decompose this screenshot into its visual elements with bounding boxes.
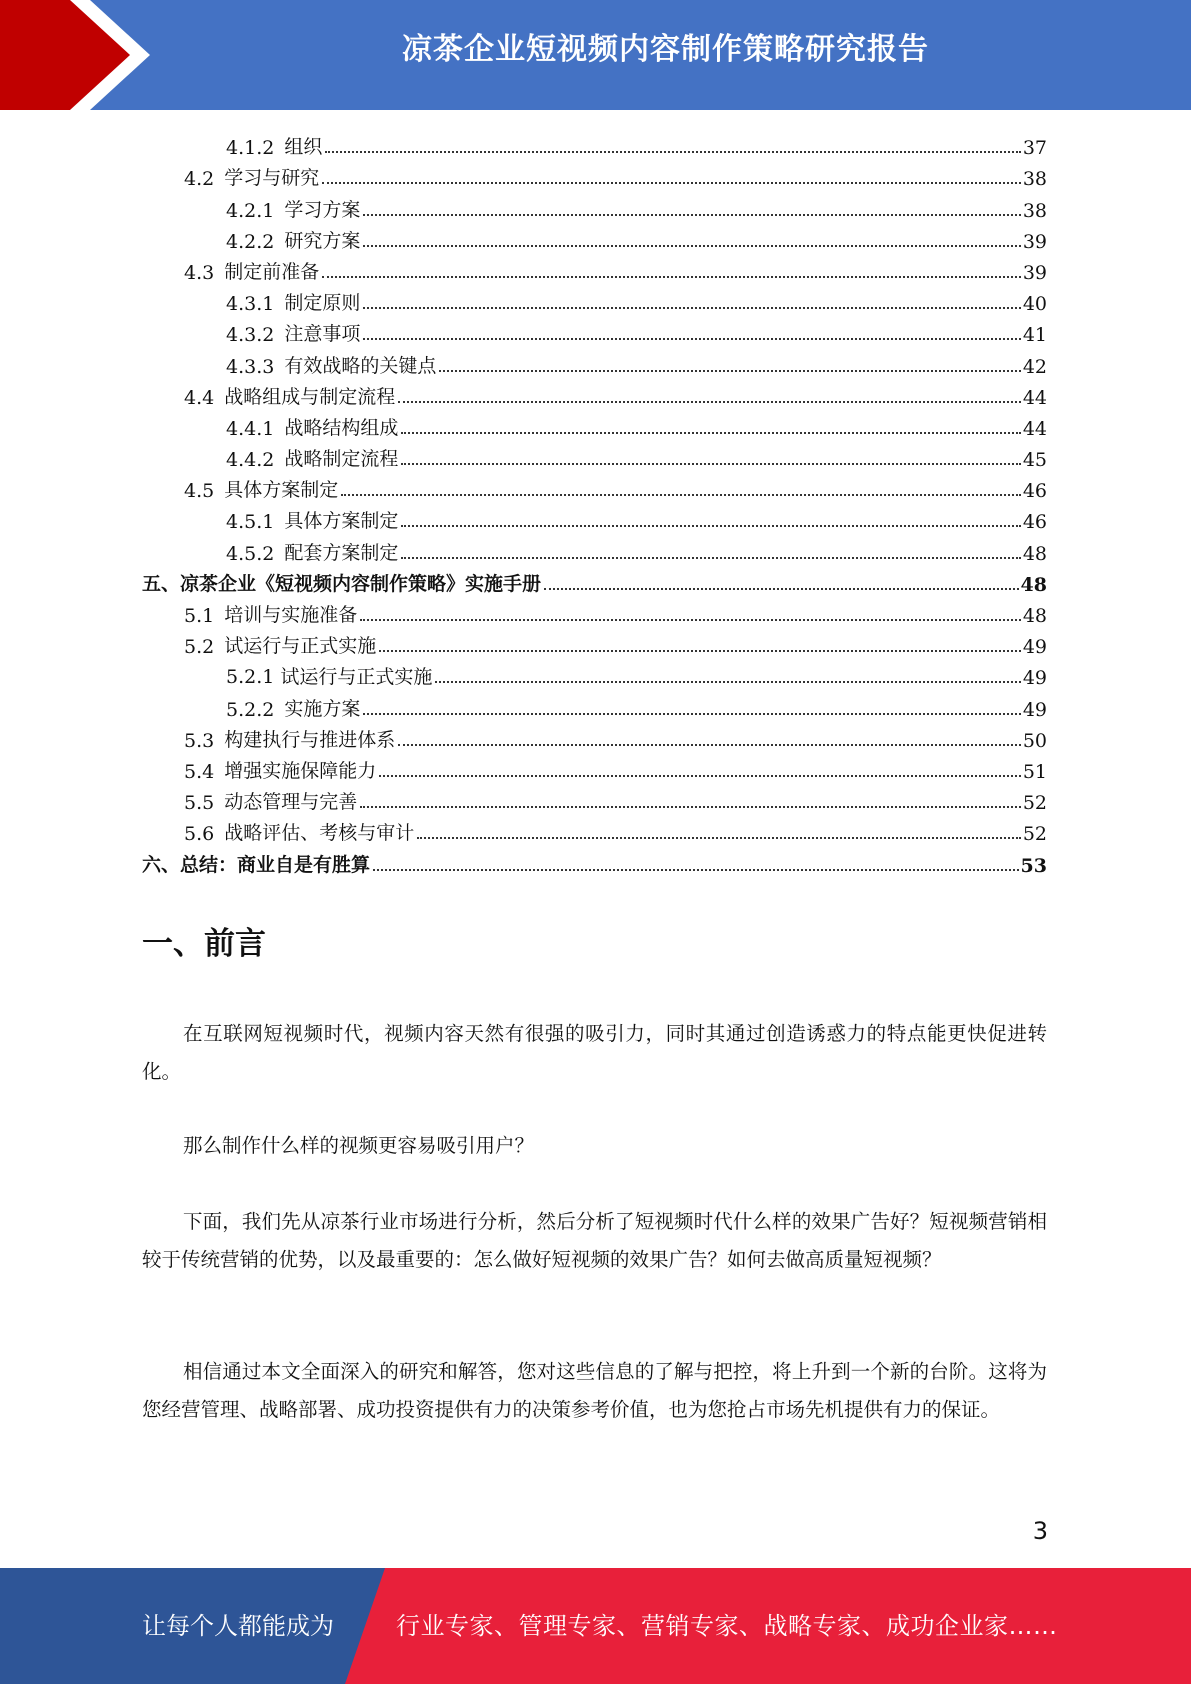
toc-entry-page: 46 (1022, 480, 1047, 503)
toc-entry[interactable] (142, 783, 1047, 814)
toc-entry[interactable] (142, 596, 1047, 627)
toc-leader-dots (363, 245, 1020, 247)
toc-entry-title: 战略制定流程 (284, 448, 399, 471)
toc-entry-title: 动态管理与完善 (224, 791, 358, 814)
toc-entry-title: 具体方案制定 (224, 479, 339, 502)
toc-entry-page: 46 (1022, 511, 1047, 534)
toc-entry-number: 4.2.2 (226, 230, 275, 253)
toc-entry-title: 学习与研究 (224, 167, 320, 190)
toc-entry[interactable] (142, 658, 1047, 689)
toc-entry[interactable] (142, 814, 1047, 845)
toc-entry[interactable] (142, 752, 1047, 783)
paragraph-3: 下面，我们先从凉茶行业市场进行分析，然后分析了短视频时代什么样的效果广告好？短视频营销相较于传统营销的优势，以及最重要的：怎么做好短视频的效果广告？如何去做高质量短视频？ (142, 1210, 1047, 1271)
toc-entry-number: 4.4 (184, 386, 215, 409)
toc-entry-page: 38 (1022, 168, 1047, 191)
toc-entry[interactable] (142, 689, 1047, 720)
toc-entry[interactable] (142, 627, 1047, 658)
toc-entry-title: 有效战略的关键点 (284, 354, 437, 377)
toc-entry-title: 具体方案制定 (284, 510, 399, 533)
toc-leader-dots (401, 525, 1020, 527)
toc-entry[interactable] (142, 190, 1047, 221)
toc-entry-title: 战略评估、考核与审计 (224, 822, 415, 845)
toc-leader-dots (341, 494, 1021, 496)
toc-entry-number: 5.4 (184, 760, 215, 783)
toc-entry-title: 学习方案 (284, 198, 361, 221)
toc-entry-title: 组织 (284, 136, 323, 159)
header-arrow-decoration (0, 0, 160, 110)
toc-entry[interactable] (142, 471, 1047, 502)
toc-leader-dots (363, 214, 1020, 216)
toc-entry-title: 制定前准备 (224, 260, 320, 283)
toc-entry-page: 37 (1022, 137, 1047, 160)
toc-entry-title: 研究方案 (284, 229, 361, 252)
toc-entry-number: 5.1 (184, 605, 215, 627)
toc-entry[interactable] (142, 284, 1047, 315)
toc-entry-page: 49 (1022, 698, 1047, 721)
toc-entry-number: 4.4.1 (226, 417, 275, 440)
toc-entry-page: 40 (1022, 293, 1047, 316)
paragraph-2: 那么制作什么样的视频更容易吸引用户？ (183, 1134, 535, 1157)
toc-entry-page: 51 (1022, 760, 1047, 783)
toc-entry-number: 4.2.1 (226, 199, 275, 222)
toc-entry[interactable] (142, 315, 1047, 346)
toc-leader-dots (417, 837, 1021, 839)
toc-leader-dots (401, 557, 1020, 559)
toc-entry[interactable] (142, 565, 1047, 596)
toc-entry-title: 制定原则 (284, 292, 361, 315)
toc-entry-page: 45 (1022, 449, 1047, 472)
toc-entry-number: 5.5 (184, 792, 215, 815)
toc-leader-dots (360, 806, 1021, 808)
toc-entry-title: 五、凉茶企业《短视频内容制作策略》实施手册 (142, 572, 542, 595)
toc-entry[interactable] (142, 222, 1047, 253)
toc-leader-dots (373, 869, 1019, 871)
toc-leader-dots (379, 650, 1021, 652)
toc-entry-page: 42 (1022, 355, 1047, 378)
paragraph-1: 在互联网短视频时代，视频内容天然有很强的吸引力，同时其通过创造诱惑力的特点能更快促进转化。 (142, 1022, 1047, 1083)
toc-entry-page: 48 (1020, 573, 1047, 596)
page-header (0, 0, 1191, 110)
toc-leader-dots (325, 151, 1020, 153)
toc-entry-page: 41 (1022, 324, 1047, 347)
toc-leader-dots (435, 681, 1020, 683)
toc-entry-page: 52 (1022, 823, 1047, 846)
toc-entry-title: 注意事项 (284, 323, 361, 346)
toc-entry-title: 六、总结：商业自是有胜算 (142, 853, 371, 876)
section-heading: 一、前言 (142, 926, 266, 962)
toc-entry-title: 5.2.1 试运行与正式实施 (226, 666, 433, 689)
toc-entry-title: 增强实施保障能力 (224, 759, 377, 782)
report-title: 凉茶企业短视频内容制作策略研究报告 (402, 32, 929, 67)
footer-slogan-left: 让每个人都能成为 (142, 1612, 334, 1640)
toc-entry[interactable] (142, 721, 1047, 752)
toc-entry-number: 4.1.2 (226, 137, 275, 160)
footer-slogan-right: 行业专家、管理专家、营销专家、战略专家、成功企业家…… (396, 1612, 1058, 1640)
toc-entry-number: 4.3.3 (226, 355, 275, 378)
toc-entry[interactable] (142, 128, 1047, 159)
toc-leader-dots (398, 401, 1021, 403)
toc-leader-dots (360, 619, 1021, 621)
toc-entry-number: 5.3 (184, 729, 215, 752)
toc-entry-page: 53 (1020, 854, 1047, 877)
toc-entry-number: 4.2 (184, 168, 215, 191)
table-of-contents (142, 128, 1047, 877)
toc-entry-title: 战略结构组成 (284, 416, 399, 439)
toc-leader-dots (363, 713, 1020, 715)
toc-entry-number: 5.2.2 (226, 698, 275, 721)
toc-entry[interactable] (142, 533, 1047, 564)
toc-entry-page: 44 (1022, 386, 1047, 409)
toc-entry-page: 39 (1022, 261, 1047, 284)
toc-entry[interactable] (142, 159, 1047, 190)
toc-entry[interactable] (142, 253, 1047, 284)
toc-entry[interactable] (142, 346, 1047, 377)
toc-leader-dots (401, 432, 1020, 434)
toc-entry-title: 试运行与正式实施 (224, 635, 377, 658)
toc-leader-dots (401, 463, 1020, 465)
toc-leader-dots (322, 182, 1021, 184)
toc-entry-title: 配套方案制定 (284, 541, 399, 564)
toc-entry-number: 4.5 (184, 480, 215, 503)
toc-entry-page: 39 (1022, 230, 1047, 253)
toc-leader-dots (322, 276, 1021, 278)
toc-entry-number: 4.5.2 (226, 542, 275, 565)
toc-entry-page: 48 (1022, 542, 1047, 565)
toc-entry-number: 4.3.1 (226, 293, 275, 316)
toc-leader-dots (363, 307, 1020, 309)
toc-entry[interactable] (142, 378, 1047, 409)
toc-entry-page: 49 (1022, 636, 1047, 659)
toc-entry-number: 4.5.1 (226, 511, 275, 534)
toc-entry-number: 5.2 (184, 636, 215, 659)
toc-entry-number: 5.6 (184, 823, 215, 846)
toc-entry[interactable] (142, 845, 1047, 876)
page-number: 3 (1032, 1517, 1048, 1545)
toc-entry[interactable] (142, 502, 1047, 533)
toc-entry-number: 4.4.2 (226, 449, 275, 472)
toc-entry-title: 实施方案 (284, 697, 361, 720)
toc-leader-dots (379, 775, 1021, 777)
toc-leader-dots (398, 744, 1021, 746)
toc-entry-title: 培训与实施准备 (224, 604, 358, 626)
toc-entry[interactable] (142, 440, 1047, 471)
toc-entry-title: 战略组成与制定流程 (224, 385, 396, 408)
toc-entry-page: 44 (1022, 417, 1047, 440)
toc-entry-number: 4.3.2 (226, 324, 275, 347)
toc-entry-title: 构建执行与推进体系 (224, 728, 396, 751)
toc-entry-page: 52 (1022, 792, 1047, 815)
toc-leader-dots (544, 588, 1019, 590)
toc-entry-page: 49 (1022, 667, 1047, 690)
toc-leader-dots (363, 338, 1020, 340)
paragraph-4: 相信通过本文全面深入的研究和解答，您对这些信息的了解与把控，将上升到一个新的台阶。这将为您经营管理、战略部署、成功投资提供有力的决策参考价值，也为您抢占市场先机提供有力的保证。 (142, 1360, 1047, 1421)
toc-entry[interactable] (142, 409, 1047, 440)
toc-leader-dots (439, 370, 1020, 372)
toc-entry-page: 48 (1022, 605, 1047, 627)
toc-entry-number: 4.3 (184, 261, 215, 284)
toc-entry-page: 38 (1022, 199, 1047, 222)
toc-entry-page: 50 (1022, 729, 1047, 752)
